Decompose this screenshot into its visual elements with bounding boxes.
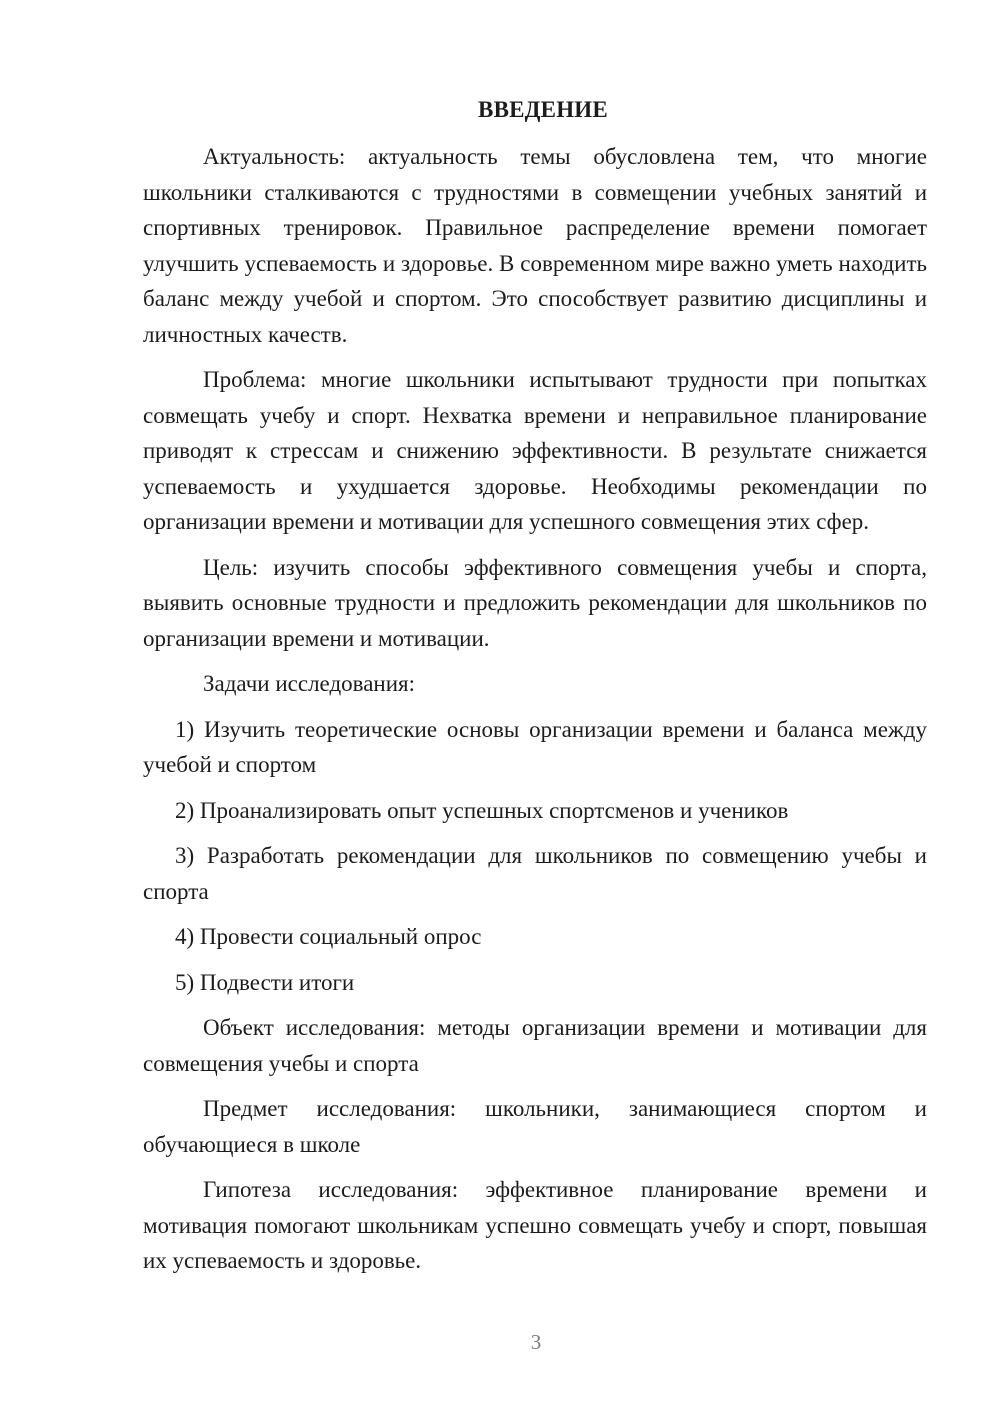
task-item-4: 4) Провести социальный опрос: [175, 924, 482, 949]
task-item-2: 2) Проанализировать опыт успешных спортсменов и учеников: [175, 797, 789, 823]
page-title: ВВЕДЕНИЕ: [478, 97, 608, 122]
paragraph-problem: Проблема: многие школьники испытывают трудности при попытках совмещать учебу и спорт. Нехватка времени и неправильное планирование приводят к стрессам и снижению эффективности. В результате снижается успеваемость и ухудшается здоровье. Необходимы рекомендации по организации времени и мотивации для успешного совмещения этих сфер.: [143, 367, 927, 534]
paragraph-object: Объект исследования: методы организации времени и мотивации для совмещения учебы и спорта: [143, 1015, 927, 1076]
task-item-1: 1) Изучить теоретические основы организации времени и баланса между учебой и спортом: [143, 716, 927, 777]
task-item-5: 5) Подвести итоги: [175, 969, 355, 995]
tasks-heading: Задачи исследования:: [203, 671, 416, 696]
page-number: 3: [530, 1330, 542, 1354]
paragraph-relevance: Актуальность: актуальность темы обусловлена тем, что многие школьники сталкиваются с трудностями в совмещении учебных занятий и спортивных тренировок. Правильное распределение времени помогает улучшить успеваемость и здоровье. В современном мире важно уметь находить баланс между учебой и спортом. Это способствует развитию дисциплины и личностных качеств.: [143, 144, 927, 347]
task-item-3: 3) Разработать рекомендации для школьников по совмещению учебы и спорта: [143, 843, 927, 904]
paragraph-hypothesis: Гипотеза исследования: эффективное планирование времени и мотивация помогают школьникам успешно совмещать учебу и спорт, повышая их успеваемость и здоровье.: [143, 1177, 927, 1273]
paragraph-subject: Предмет исследования: школьники, занимающиеся спортом и обучающиеся в школе: [143, 1096, 927, 1157]
paragraph-goal: Цель: изучить способы эффективного совмещения учебы и спорта, выявить основные трудности и предложить рекомендации для школьников по организации времени и мотивации.: [143, 554, 927, 651]
page-content: [143, 92, 927, 1289]
